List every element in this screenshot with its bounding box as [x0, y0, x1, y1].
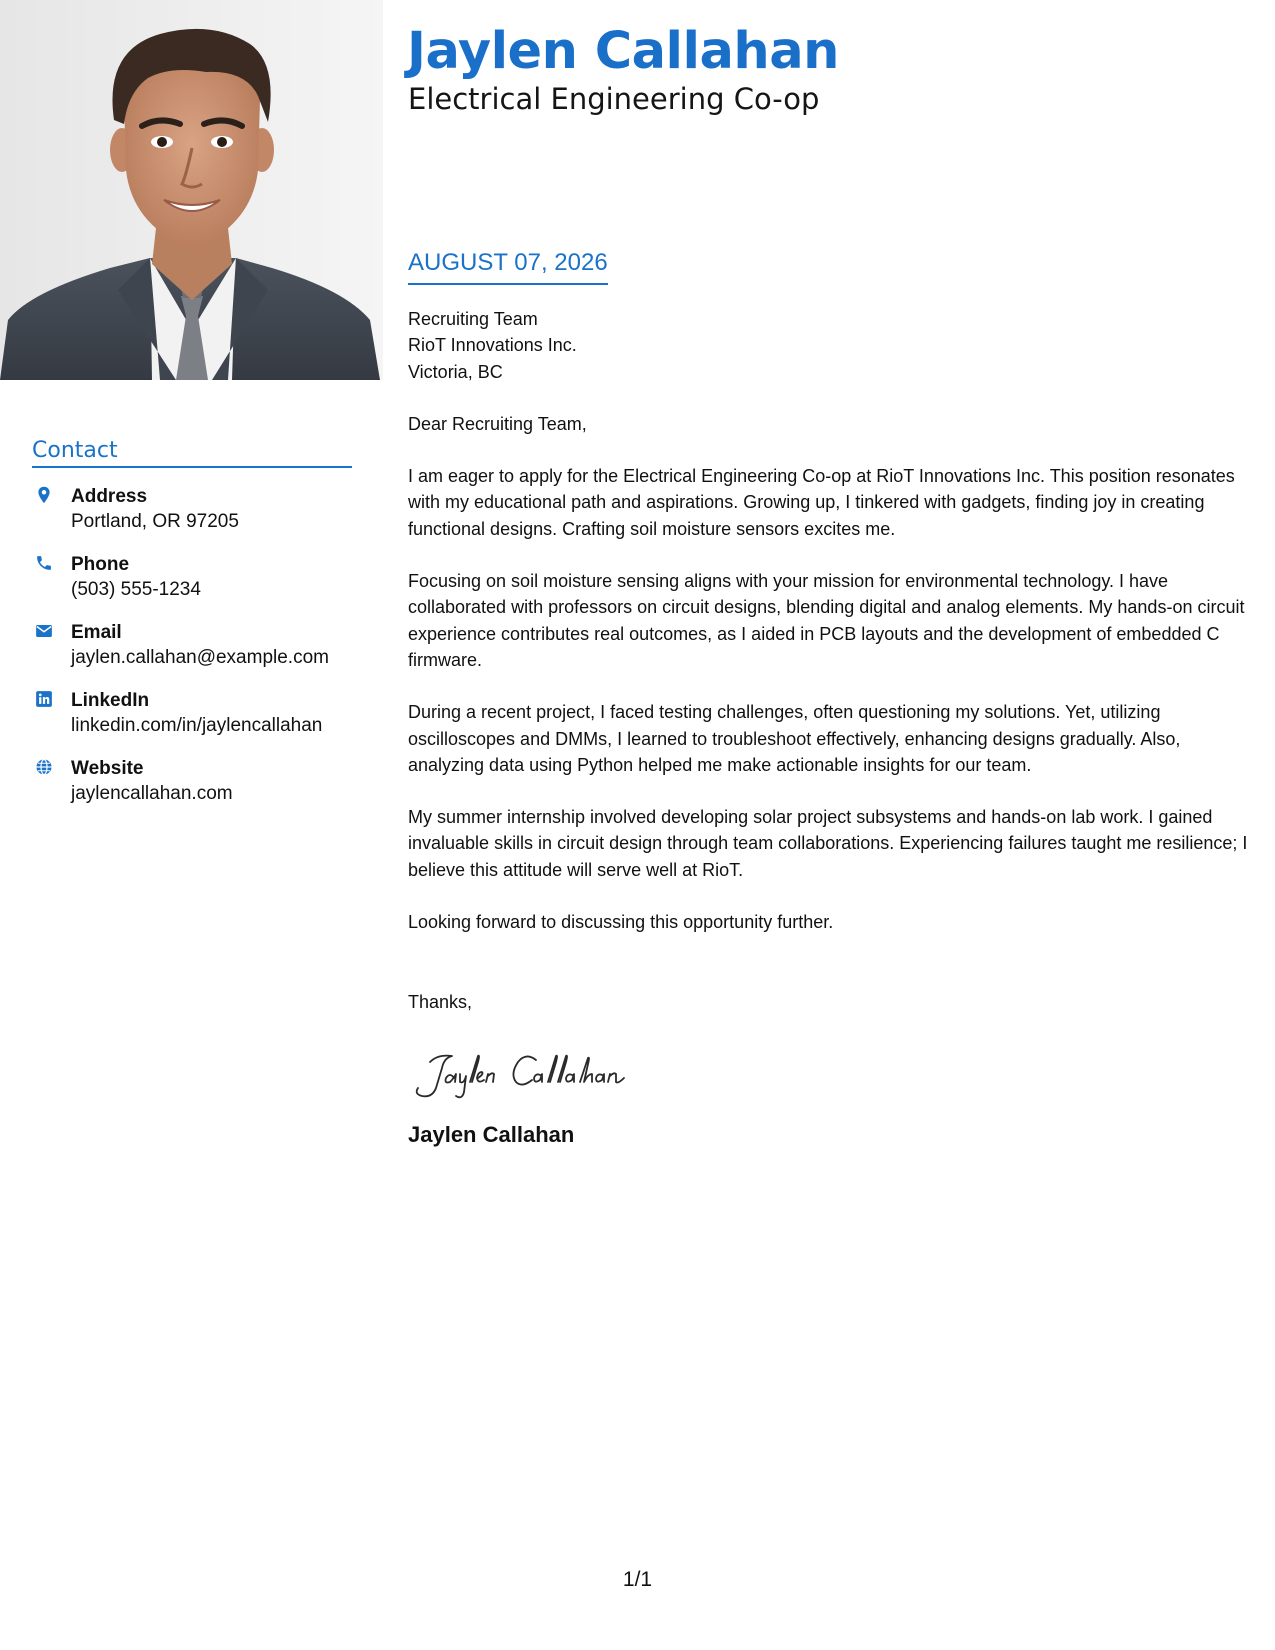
- letter-date: AUGUST 07, 2026: [408, 249, 608, 285]
- contact-label: Phone: [71, 554, 130, 575]
- profile-photo: [0, 0, 383, 380]
- contact-value: jaylencallahan.com: [71, 783, 233, 804]
- linkedin-icon: [35, 690, 53, 708]
- signer-name: Jaylen Callahan: [408, 1121, 575, 1147]
- contact-section: [32, 438, 352, 806]
- page-number: 1/1: [622, 1568, 653, 1591]
- handwritten-signature: [408, 1044, 1256, 1104]
- contact-label: Address: [71, 486, 148, 507]
- signature-image: [408, 1044, 668, 1104]
- contact-value: Portland, OR 97205: [71, 511, 239, 532]
- contact-item-address: [32, 484, 352, 534]
- applicant-name: Jaylen Callahan: [407, 22, 839, 81]
- contact-item-phone: [32, 552, 352, 602]
- letter-paragraph: Focusing on soil moisture sensing aligns with your mission for environmental technology. I have collaborated with professors on circuit designs, blending digital and analog elements. My hands-on circuit experience contributes real outcomes, as I aided in PCB layouts and the development of embedded C firmware.: [408, 571, 1245, 670]
- recipient-line: RioT Innovations Inc.: [408, 335, 577, 356]
- contact-item-linkedin: [32, 688, 352, 738]
- portrait-illustration: [0, 0, 383, 380]
- recipient-block: [408, 306, 1256, 385]
- globe-icon: [35, 758, 53, 776]
- closing: Thanks,: [408, 992, 473, 1013]
- letter-paragraph: During a recent project, I faced testing challenges, often questioning my solutions. Yet, utilizing oscilloscopes and DMMs, I learned to troubleshoot effectively, enhancing designs gradually. Also, analyzing data using Python helped me make actionable insights for our team.: [408, 702, 1181, 775]
- contact-value: linkedin.com/in/jaylencallahan: [71, 715, 323, 736]
- contact-item-email: [32, 620, 352, 670]
- phone-icon: [35, 554, 53, 572]
- recipient-line: Recruiting Team: [408, 309, 538, 329]
- contact-value: jaylen.callahan@example.com: [71, 647, 329, 668]
- email-icon: [35, 622, 53, 640]
- contact-label: Email: [71, 622, 122, 643]
- contact-label: LinkedIn: [71, 690, 150, 711]
- contact-list: [32, 484, 352, 806]
- contact-heading: Contact: [32, 438, 352, 468]
- job-title: Electrical Engineering Co-op: [408, 82, 820, 116]
- letter-body: [408, 306, 1256, 1148]
- letter-paragraph: My summer internship involved developing solar project subsystems and hands-on lab work. I gained invaluable skills in circuit design through team collaborations. Experiencing failures taught me resilience; I believe this attitude will serve well at RioT.: [408, 807, 1248, 880]
- contact-label: Website: [71, 758, 144, 779]
- location-pin-icon: [35, 486, 53, 504]
- salutation: Dear Recruiting Team,: [408, 413, 587, 434]
- contact-value: (503) 555-1234: [71, 579, 201, 600]
- letter-paragraph: I am eager to apply for the Electrical Engineering Co-op at RioT Innovations Inc. This position resonates with my educational path and aspirations. Growing up, I tinkered with gadgets, finding joy in creating functional designs. Crafting soil moisture sensors excites me.: [408, 466, 1235, 539]
- contact-item-website: [32, 756, 352, 806]
- letter-paragraph: Looking forward to discussing this opportunity further.: [408, 912, 834, 933]
- recipient-line: Victoria, BC: [408, 361, 503, 382]
